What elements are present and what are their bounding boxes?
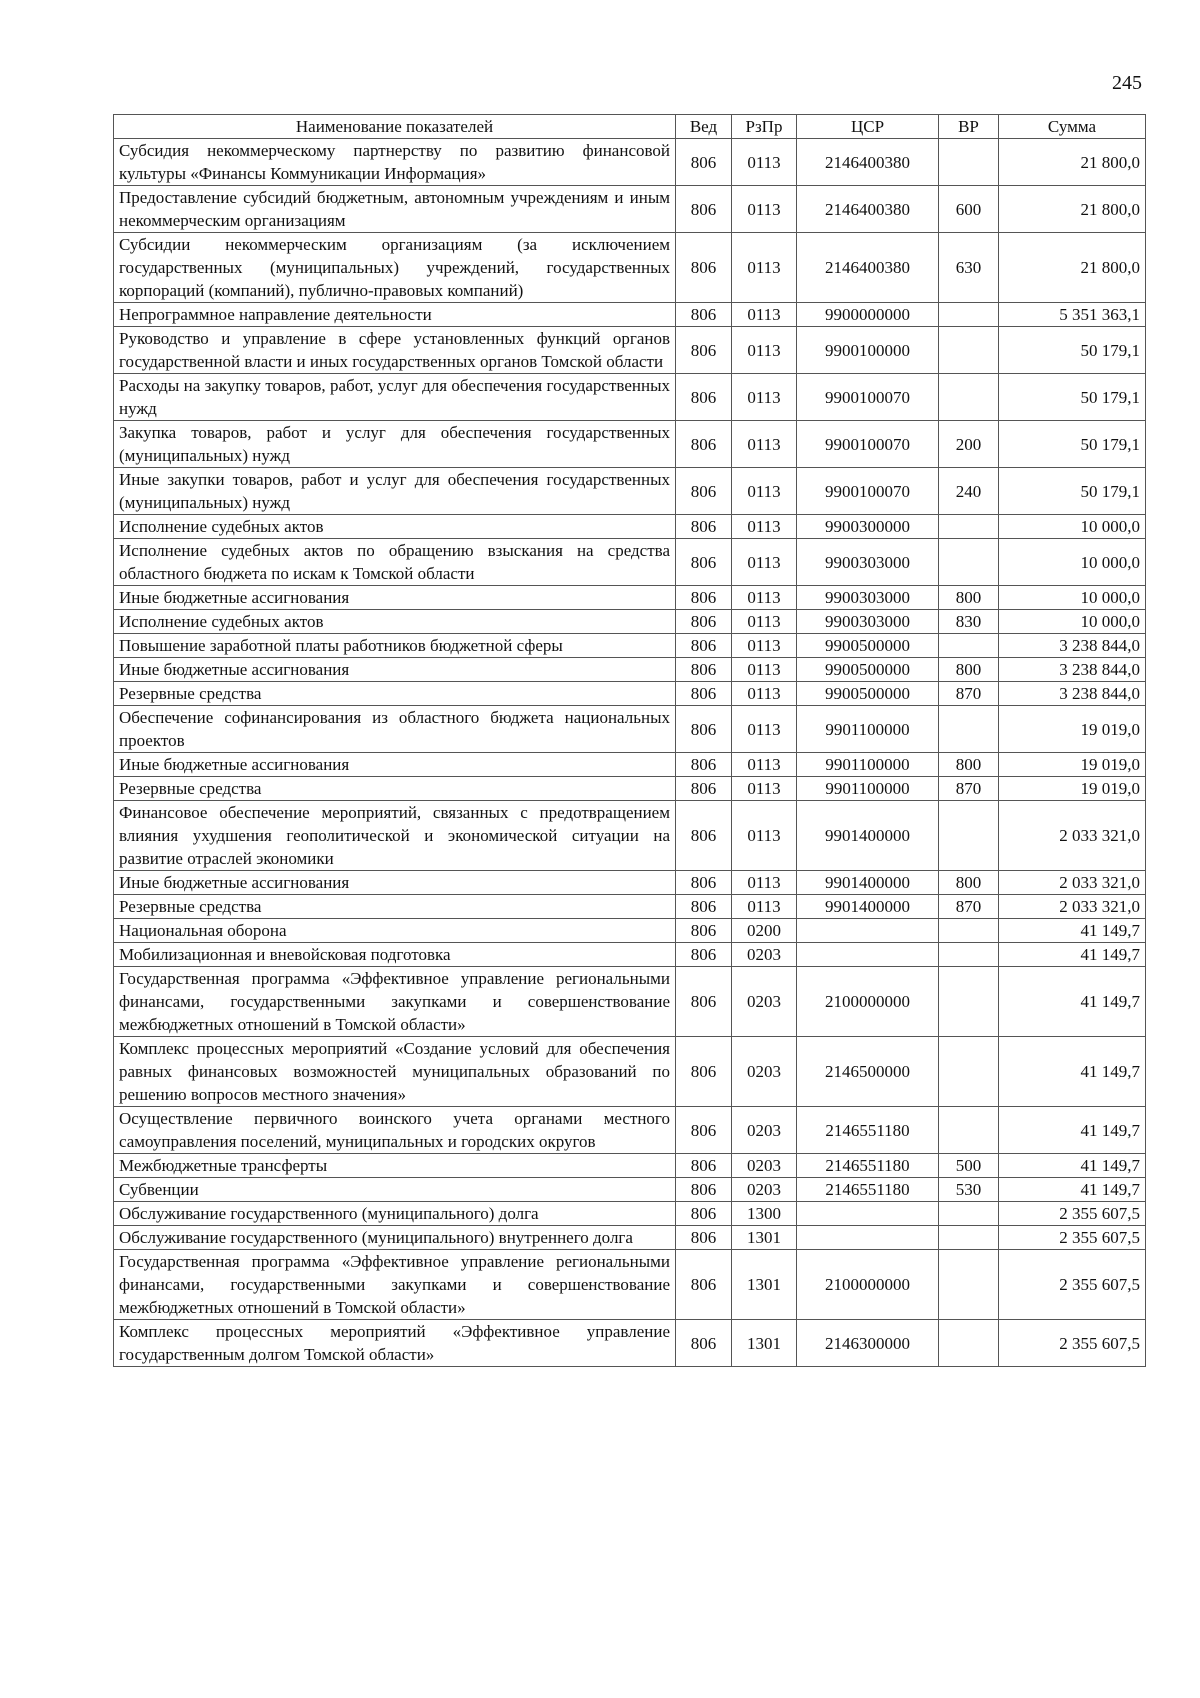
row-vr bbox=[939, 515, 999, 539]
row-vr: 800 bbox=[939, 753, 999, 777]
row-ved: 806 bbox=[676, 871, 732, 895]
row-name: Национальная оборона bbox=[114, 919, 676, 943]
row-ved: 806 bbox=[676, 753, 732, 777]
row-ved: 806 bbox=[676, 801, 732, 871]
row-name: Обслуживание государственного (муниципального) долга bbox=[114, 1202, 676, 1226]
row-vr: 800 bbox=[939, 871, 999, 895]
row-sum: 10 000,0 bbox=[999, 539, 1146, 586]
row-name: Иные закупки товаров, работ и услуг для обеспечения государственных (муниципальных) нужд bbox=[114, 468, 676, 515]
row-vr bbox=[939, 943, 999, 967]
row-ved: 806 bbox=[676, 658, 732, 682]
table-row bbox=[114, 327, 1146, 374]
table-row bbox=[114, 421, 1146, 468]
row-csr: 9900303000 bbox=[797, 539, 939, 586]
table-row bbox=[114, 1250, 1146, 1320]
row-rzpr: 1301 bbox=[732, 1250, 797, 1320]
row-sum: 41 149,7 bbox=[999, 1107, 1146, 1154]
table-header-row bbox=[114, 115, 1146, 139]
row-csr: 9900500000 bbox=[797, 634, 939, 658]
table-row bbox=[114, 233, 1146, 303]
table-row bbox=[114, 895, 1146, 919]
table-row bbox=[114, 1154, 1146, 1178]
row-name: Исполнение судебных актов bbox=[114, 515, 676, 539]
row-name: Комплекс процессных мероприятий «Эффективное управление государственным долгом Томской области» bbox=[114, 1320, 676, 1367]
row-name: Руководство и управление в сфере установленных функций органов государственной власти и иных государственных органов Томской области bbox=[114, 327, 676, 374]
row-rzpr: 0203 bbox=[732, 943, 797, 967]
table-row bbox=[114, 1178, 1146, 1202]
row-rzpr: 0113 bbox=[732, 539, 797, 586]
table-row bbox=[114, 706, 1146, 753]
row-ved: 806 bbox=[676, 327, 732, 374]
header-csr: ЦСР bbox=[797, 115, 939, 139]
row-vr bbox=[939, 1037, 999, 1107]
row-ved: 806 bbox=[676, 421, 732, 468]
row-ved: 806 bbox=[676, 139, 732, 186]
row-csr: 9901100000 bbox=[797, 706, 939, 753]
table-row bbox=[114, 610, 1146, 634]
row-ved: 806 bbox=[676, 186, 732, 233]
row-vr bbox=[939, 1107, 999, 1154]
row-rzpr: 0113 bbox=[732, 895, 797, 919]
row-csr: 2146551180 bbox=[797, 1107, 939, 1154]
row-name: Иные бюджетные ассигнования bbox=[114, 753, 676, 777]
row-vr: 200 bbox=[939, 421, 999, 468]
row-sum: 5 351 363,1 bbox=[999, 303, 1146, 327]
table-row bbox=[114, 658, 1146, 682]
row-ved: 806 bbox=[676, 539, 732, 586]
row-name: Иные бюджетные ассигнования bbox=[114, 586, 676, 610]
header-sum: Сумма bbox=[999, 115, 1146, 139]
row-csr: 9900100070 bbox=[797, 374, 939, 421]
row-ved: 806 bbox=[676, 1320, 732, 1367]
row-vr: 870 bbox=[939, 895, 999, 919]
row-rzpr: 0203 bbox=[732, 1154, 797, 1178]
row-sum: 41 149,7 bbox=[999, 943, 1146, 967]
table-row bbox=[114, 919, 1146, 943]
row-csr: 9900100070 bbox=[797, 421, 939, 468]
row-ved: 806 bbox=[676, 706, 732, 753]
row-ved: 806 bbox=[676, 943, 732, 967]
row-rzpr: 0113 bbox=[732, 682, 797, 706]
row-csr: 2146400380 bbox=[797, 186, 939, 233]
row-sum: 21 800,0 bbox=[999, 186, 1146, 233]
row-rzpr: 0113 bbox=[732, 777, 797, 801]
row-ved: 806 bbox=[676, 895, 732, 919]
row-rzpr: 0113 bbox=[732, 186, 797, 233]
row-csr: 9901400000 bbox=[797, 801, 939, 871]
row-ved: 806 bbox=[676, 1226, 732, 1250]
row-csr bbox=[797, 1202, 939, 1226]
row-sum: 3 238 844,0 bbox=[999, 634, 1146, 658]
row-rzpr: 1301 bbox=[732, 1320, 797, 1367]
row-sum: 2 355 607,5 bbox=[999, 1226, 1146, 1250]
row-csr bbox=[797, 943, 939, 967]
row-vr bbox=[939, 1226, 999, 1250]
table-row bbox=[114, 753, 1146, 777]
budget-table bbox=[113, 114, 1146, 1367]
row-name: Резервные средства bbox=[114, 777, 676, 801]
table-row bbox=[114, 682, 1146, 706]
row-sum: 2 033 321,0 bbox=[999, 895, 1146, 919]
row-rzpr: 0113 bbox=[732, 634, 797, 658]
row-vr: 240 bbox=[939, 468, 999, 515]
row-name: Исполнение судебных актов по обращению взыскания на средства областного бюджета по искам к Томской области bbox=[114, 539, 676, 586]
row-sum: 19 019,0 bbox=[999, 777, 1146, 801]
row-name: Финансовое обеспечение мероприятий, связанных с предотвращением влияния ухудшения геополитической и экономической ситуации на развитие отраслей экономики bbox=[114, 801, 676, 871]
row-vr bbox=[939, 539, 999, 586]
row-name: Непрограммное направление деятельности bbox=[114, 303, 676, 327]
table-row bbox=[114, 1202, 1146, 1226]
row-csr: 2146551180 bbox=[797, 1154, 939, 1178]
row-vr: 800 bbox=[939, 658, 999, 682]
row-sum: 2 355 607,5 bbox=[999, 1202, 1146, 1226]
table-row bbox=[114, 515, 1146, 539]
row-ved: 806 bbox=[676, 1250, 732, 1320]
row-sum: 50 179,1 bbox=[999, 421, 1146, 468]
row-ved: 806 bbox=[676, 1202, 732, 1226]
table-row bbox=[114, 1226, 1146, 1250]
row-vr bbox=[939, 139, 999, 186]
row-sum: 21 800,0 bbox=[999, 233, 1146, 303]
row-ved: 806 bbox=[676, 303, 732, 327]
table-row bbox=[114, 374, 1146, 421]
row-name: Расходы на закупку товаров, работ, услуг для обеспечения государственных нужд bbox=[114, 374, 676, 421]
row-sum: 10 000,0 bbox=[999, 515, 1146, 539]
row-name: Обслуживание государственного (муниципального) внутреннего долга bbox=[114, 1226, 676, 1250]
row-ved: 806 bbox=[676, 1037, 732, 1107]
row-csr: 2146300000 bbox=[797, 1320, 939, 1367]
row-vr: 800 bbox=[939, 586, 999, 610]
row-sum: 50 179,1 bbox=[999, 374, 1146, 421]
row-csr: 9900303000 bbox=[797, 586, 939, 610]
header-rzpr: РзПр bbox=[732, 115, 797, 139]
row-sum: 2 033 321,0 bbox=[999, 871, 1146, 895]
row-name: Закупка товаров, работ и услуг для обеспечения государственных (муниципальных) нужд bbox=[114, 421, 676, 468]
row-vr bbox=[939, 303, 999, 327]
row-rzpr: 0203 bbox=[732, 1037, 797, 1107]
row-rzpr: 0113 bbox=[732, 658, 797, 682]
table-row bbox=[114, 303, 1146, 327]
row-ved: 806 bbox=[676, 967, 732, 1037]
row-csr: 2100000000 bbox=[797, 967, 939, 1037]
row-name: Обеспечение софинансирования из областного бюджета национальных проектов bbox=[114, 706, 676, 753]
row-rzpr: 0200 bbox=[732, 919, 797, 943]
row-rzpr: 0113 bbox=[732, 139, 797, 186]
row-rzpr: 1301 bbox=[732, 1226, 797, 1250]
row-sum: 41 149,7 bbox=[999, 1037, 1146, 1107]
row-ved: 806 bbox=[676, 1178, 732, 1202]
table-row bbox=[114, 634, 1146, 658]
row-vr bbox=[939, 919, 999, 943]
row-csr: 9900303000 bbox=[797, 610, 939, 634]
row-csr: 9901400000 bbox=[797, 895, 939, 919]
row-vr bbox=[939, 1320, 999, 1367]
row-rzpr: 0113 bbox=[732, 374, 797, 421]
row-sum: 50 179,1 bbox=[999, 468, 1146, 515]
row-name: Мобилизационная и вневойсковая подготовка bbox=[114, 943, 676, 967]
row-ved: 806 bbox=[676, 374, 732, 421]
row-rzpr: 0113 bbox=[732, 327, 797, 374]
row-csr: 2146400380 bbox=[797, 233, 939, 303]
table-body bbox=[114, 139, 1146, 1367]
table-row bbox=[114, 777, 1146, 801]
row-ved: 806 bbox=[676, 468, 732, 515]
row-name: Иные бюджетные ассигнования bbox=[114, 871, 676, 895]
row-csr: 9901400000 bbox=[797, 871, 939, 895]
row-sum: 3 238 844,0 bbox=[999, 658, 1146, 682]
row-vr bbox=[939, 1202, 999, 1226]
table-row bbox=[114, 1037, 1146, 1107]
row-name: Субсидии некоммерческим организациям (за исключением государственных (муниципальных) учреждений, государственных корпораций (компаний), публично-правовых компаний) bbox=[114, 233, 676, 303]
row-vr: 600 bbox=[939, 186, 999, 233]
row-sum: 41 149,7 bbox=[999, 1178, 1146, 1202]
row-rzpr: 0113 bbox=[732, 233, 797, 303]
table-row bbox=[114, 586, 1146, 610]
row-vr: 870 bbox=[939, 777, 999, 801]
row-vr: 530 bbox=[939, 1178, 999, 1202]
row-name: Резервные средства bbox=[114, 682, 676, 706]
row-vr bbox=[939, 706, 999, 753]
row-sum: 21 800,0 bbox=[999, 139, 1146, 186]
row-sum: 19 019,0 bbox=[999, 753, 1146, 777]
row-vr bbox=[939, 801, 999, 871]
row-rzpr: 1300 bbox=[732, 1202, 797, 1226]
row-rzpr: 0113 bbox=[732, 468, 797, 515]
row-csr: 9901100000 bbox=[797, 753, 939, 777]
row-rzpr: 0203 bbox=[732, 967, 797, 1037]
row-csr: 9901100000 bbox=[797, 777, 939, 801]
row-vr bbox=[939, 327, 999, 374]
row-rzpr: 0113 bbox=[732, 753, 797, 777]
table-row bbox=[114, 871, 1146, 895]
header-vr: ВР bbox=[939, 115, 999, 139]
row-csr: 2146551180 bbox=[797, 1178, 939, 1202]
row-sum: 19 019,0 bbox=[999, 706, 1146, 753]
header-name: Наименование показателей bbox=[114, 115, 676, 139]
row-name: Исполнение судебных актов bbox=[114, 610, 676, 634]
row-sum: 2 355 607,5 bbox=[999, 1320, 1146, 1367]
table-row bbox=[114, 1320, 1146, 1367]
row-csr: 9900500000 bbox=[797, 682, 939, 706]
row-vr: 830 bbox=[939, 610, 999, 634]
row-ved: 806 bbox=[676, 515, 732, 539]
row-name: Предоставление субсидий бюджетным, автономным учреждениям и иным некоммерческим организациям bbox=[114, 186, 676, 233]
row-csr: 9900100000 bbox=[797, 327, 939, 374]
row-ved: 806 bbox=[676, 777, 732, 801]
table-row bbox=[114, 186, 1146, 233]
row-rzpr: 0113 bbox=[732, 303, 797, 327]
row-vr bbox=[939, 374, 999, 421]
row-sum: 3 238 844,0 bbox=[999, 682, 1146, 706]
row-name: Государственная программа «Эффективное управление региональными финансами, государственными закупками и совершенствование межбюджетных отношений в Томской области» bbox=[114, 1250, 676, 1320]
row-name: Комплекс процессных мероприятий «Создание условий для обеспечения равных финансовых возможностей муниципальных образований по решению вопросов местного значения» bbox=[114, 1037, 676, 1107]
row-csr: 2146500000 bbox=[797, 1037, 939, 1107]
row-vr bbox=[939, 634, 999, 658]
row-vr bbox=[939, 967, 999, 1037]
row-sum: 41 149,7 bbox=[999, 919, 1146, 943]
table-row bbox=[114, 967, 1146, 1037]
row-sum: 2 355 607,5 bbox=[999, 1250, 1146, 1320]
row-ved: 806 bbox=[676, 682, 732, 706]
row-name: Иные бюджетные ассигнования bbox=[114, 658, 676, 682]
table-row bbox=[114, 468, 1146, 515]
row-sum: 2 033 321,0 bbox=[999, 801, 1146, 871]
header-ved: Вед bbox=[676, 115, 732, 139]
row-rzpr: 0113 bbox=[732, 610, 797, 634]
row-rzpr: 0113 bbox=[732, 801, 797, 871]
row-rzpr: 0113 bbox=[732, 421, 797, 468]
row-csr: 2146400380 bbox=[797, 139, 939, 186]
row-name: Повышение заработной платы работников бюджетной сферы bbox=[114, 634, 676, 658]
row-ved: 806 bbox=[676, 1107, 732, 1154]
row-sum: 10 000,0 bbox=[999, 586, 1146, 610]
row-csr: 9900300000 bbox=[797, 515, 939, 539]
row-vr: 870 bbox=[939, 682, 999, 706]
row-rzpr: 0113 bbox=[732, 515, 797, 539]
row-sum: 41 149,7 bbox=[999, 967, 1146, 1037]
page-number: 245 bbox=[1112, 72, 1142, 94]
table-row bbox=[114, 1107, 1146, 1154]
row-ved: 806 bbox=[676, 1154, 732, 1178]
row-rzpr: 0113 bbox=[732, 586, 797, 610]
row-ved: 806 bbox=[676, 233, 732, 303]
row-csr bbox=[797, 919, 939, 943]
row-sum: 10 000,0 bbox=[999, 610, 1146, 634]
row-vr: 630 bbox=[939, 233, 999, 303]
row-name: Субвенции bbox=[114, 1178, 676, 1202]
table-row bbox=[114, 943, 1146, 967]
row-ved: 806 bbox=[676, 919, 732, 943]
row-csr: 2100000000 bbox=[797, 1250, 939, 1320]
row-rzpr: 0203 bbox=[732, 1178, 797, 1202]
row-csr bbox=[797, 1226, 939, 1250]
row-rzpr: 0203 bbox=[732, 1107, 797, 1154]
row-vr: 500 bbox=[939, 1154, 999, 1178]
row-ved: 806 bbox=[676, 586, 732, 610]
row-sum: 50 179,1 bbox=[999, 327, 1146, 374]
row-name: Осуществление первичного воинского учета органами местного самоуправления поселений, муниципальных и городских округов bbox=[114, 1107, 676, 1154]
row-ved: 806 bbox=[676, 610, 732, 634]
row-name: Резервные средства bbox=[114, 895, 676, 919]
row-vr bbox=[939, 1250, 999, 1320]
row-csr: 9900500000 bbox=[797, 658, 939, 682]
row-ved: 806 bbox=[676, 634, 732, 658]
row-rzpr: 0113 bbox=[732, 871, 797, 895]
table-row bbox=[114, 801, 1146, 871]
row-rzpr: 0113 bbox=[732, 706, 797, 753]
row-csr: 9900000000 bbox=[797, 303, 939, 327]
row-name: Субсидия некоммерческому партнерству по развитию финансовой культуры «Финансы Коммуникации Информация» bbox=[114, 139, 676, 186]
row-csr: 9900100070 bbox=[797, 468, 939, 515]
table-row bbox=[114, 139, 1146, 186]
table-row bbox=[114, 539, 1146, 586]
row-sum: 41 149,7 bbox=[999, 1154, 1146, 1178]
row-name: Межбюджетные трансферты bbox=[114, 1154, 676, 1178]
row-name: Государственная программа «Эффективное управление региональными финансами, государственными закупками и совершенствование межбюджетных отношений в Томской области» bbox=[114, 967, 676, 1037]
